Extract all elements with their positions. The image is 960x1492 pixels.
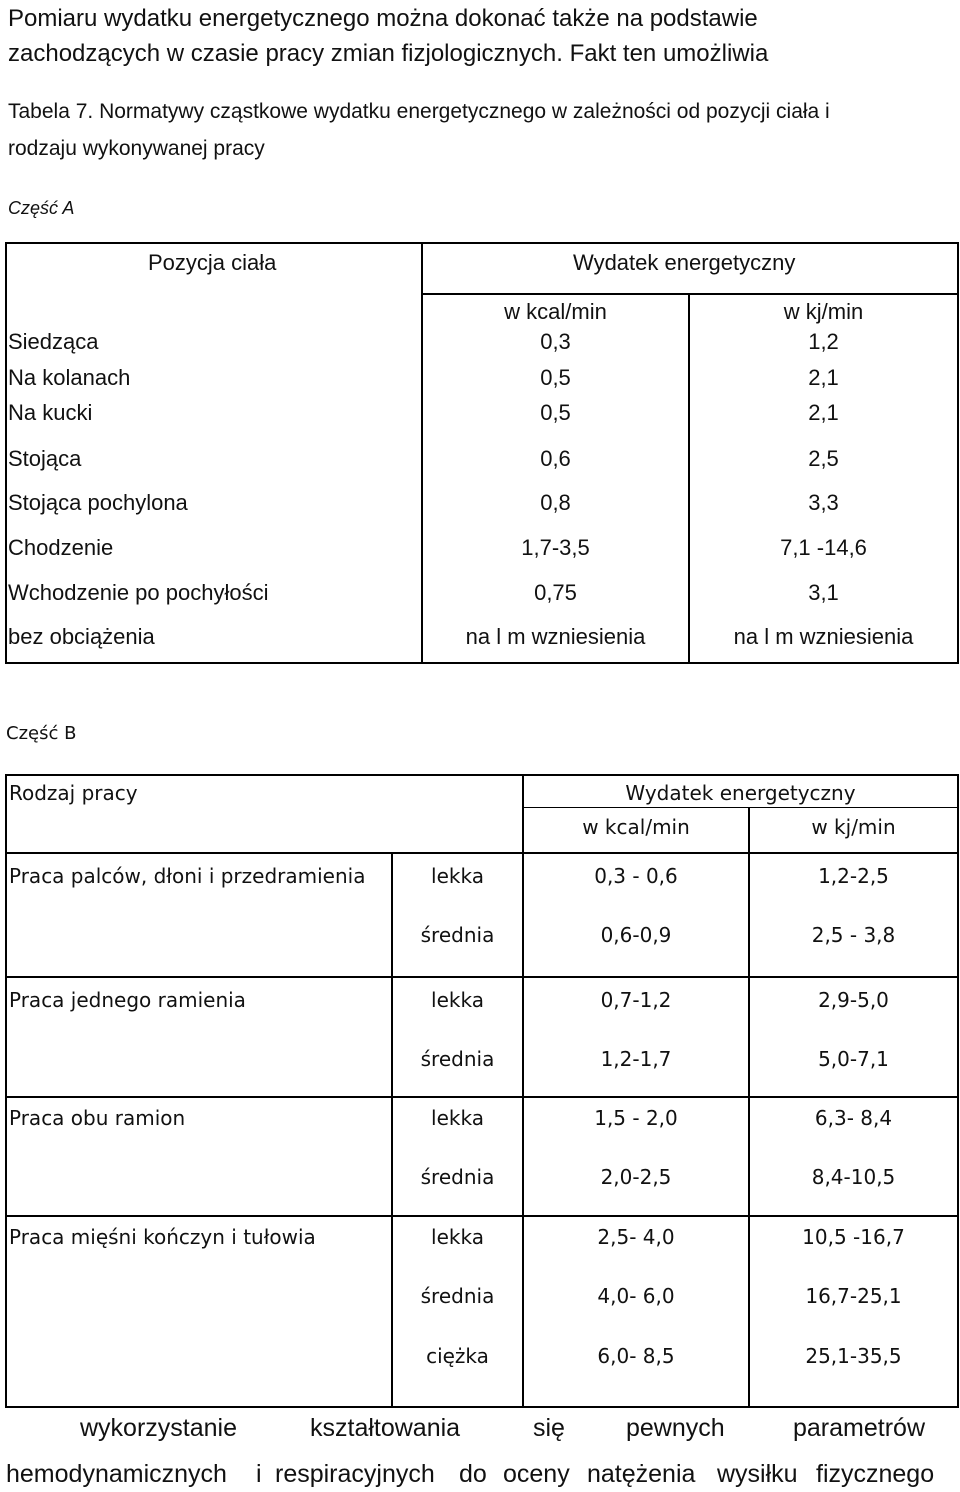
intro-line-2: zachodzących w czasie pracy zmian fizjologicznych. Fakt ten umożliwia — [8, 40, 769, 67]
part-a-label: Część A — [8, 198, 75, 218]
row-kcal: 0,5 — [540, 365, 571, 390]
row-kj: 2,1 — [808, 400, 839, 425]
table-caption-line-1: Tabela 7. Normatywy cząstkowe wydatku energetycznego w zależności od pozycji ciała i — [8, 100, 830, 123]
work-type: Praca mięśni kończyn i tułowia — [9, 1225, 316, 1249]
footer-word: respiracyjnych — [275, 1460, 435, 1488]
row-kcal: 0,5 — [540, 400, 571, 425]
footer-word: fizycznego — [816, 1460, 935, 1488]
header-unit-kcal: w kcal/min — [504, 299, 607, 324]
table-border — [5, 242, 959, 244]
header-expenditure: Wydatek energetyczny — [573, 250, 796, 275]
row-kj: 1,2-2,5 — [818, 864, 889, 888]
table-border — [5, 1096, 959, 1098]
work-type: Praca jednego ramienia — [9, 988, 246, 1012]
row-position: Na kucki — [8, 400, 93, 425]
table-border — [5, 1406, 959, 1408]
work-level: średnia — [420, 1047, 495, 1071]
table-border — [5, 774, 959, 776]
work-level: ciężka — [426, 1344, 489, 1368]
row-kcal: na l m wzniesienia — [465, 624, 646, 649]
footer-word: wykorzystanie — [80, 1414, 237, 1442]
work-type: Praca palców, dłoni i przedramienia — [9, 864, 366, 888]
row-kcal: 1,5 - 2,0 — [594, 1106, 678, 1130]
row-kj: 2,5 - 3,8 — [811, 923, 896, 947]
work-level: średnia — [420, 923, 495, 947]
header-unit-kcal: w kcal/min — [582, 815, 690, 839]
row-kj: na l m wzniesienia — [733, 624, 914, 649]
table-border — [522, 807, 959, 808]
row-kj: 2,9-5,0 — [818, 988, 889, 1012]
header-unit-kj: w kj/min — [811, 815, 896, 839]
row-position: Siedząca — [8, 329, 99, 354]
work-level: lekka — [431, 1106, 484, 1130]
footer-word: się — [533, 1414, 565, 1442]
footer-word: wysiłku — [717, 1460, 798, 1488]
footer-word: pewnych — [626, 1414, 725, 1442]
row-kcal: 0,3 - 0,6 — [594, 864, 678, 888]
row-kcal: 1,7-3,5 — [521, 535, 590, 560]
header-expenditure: Wydatek energetyczny — [625, 781, 856, 805]
header-position: Pozycja ciała — [148, 250, 277, 275]
row-kj: 10,5 -16,7 — [802, 1225, 905, 1249]
row-kj: 16,7-25,1 — [805, 1284, 902, 1308]
row-kj: 1,2 — [808, 329, 839, 354]
table-border — [957, 242, 959, 664]
row-kcal: 0,8 — [540, 490, 571, 515]
table-border — [5, 852, 959, 854]
footer-word: oceny — [503, 1460, 570, 1488]
table-border — [957, 774, 959, 1408]
table-border — [5, 976, 959, 978]
row-kcal: 1,2-1,7 — [600, 1047, 672, 1071]
footer-word: i — [256, 1460, 262, 1488]
row-kcal: 6,0- 8,5 — [597, 1344, 675, 1368]
row-kcal: 2,5- 4,0 — [597, 1225, 675, 1249]
table-caption-line-2: rodzaju wykonywanej pracy — [8, 137, 265, 160]
row-kj: 2,1 — [808, 365, 839, 390]
row-kj: 2,5 — [808, 446, 839, 471]
row-position: Stojąca pochylona — [8, 490, 188, 515]
row-kj: 8,4-10,5 — [811, 1165, 896, 1189]
row-kj: 25,1-35,5 — [805, 1344, 902, 1368]
footer-word: hemodynamicznych — [6, 1460, 227, 1488]
header-unit-kj: w kj/min — [783, 299, 864, 324]
row-position: Na kolanach — [8, 365, 131, 390]
work-level: lekka — [431, 864, 484, 888]
row-kcal: 0,3 — [540, 329, 571, 354]
row-kcal: 0,7-1,2 — [600, 988, 672, 1012]
header-work-type: Rodzaj pracy — [9, 781, 138, 805]
work-level: lekka — [431, 988, 484, 1012]
work-level: lekka — [431, 1225, 484, 1249]
row-kj: 6,3- 8,4 — [814, 1106, 893, 1130]
row-kcal: 0,75 — [534, 580, 577, 605]
row-position: Stojąca — [8, 446, 82, 471]
row-kj: 5,0-7,1 — [818, 1047, 889, 1071]
intro-line-1: Pomiaru wydatku energetycznego można dokonać także na podstawie — [8, 5, 758, 32]
table-border — [5, 662, 959, 664]
part-b-label: Część B — [6, 723, 77, 744]
row-kcal: 2,0-2,5 — [600, 1165, 672, 1189]
footer-word: parametrów — [793, 1414, 925, 1442]
footer-word: kształtowania — [310, 1414, 461, 1442]
row-kcal: 0,6-0,9 — [600, 923, 672, 947]
footer-word: do — [459, 1460, 487, 1488]
row-kj: 3,1 — [808, 580, 839, 605]
work-level: średnia — [420, 1165, 495, 1189]
row-position: Wchodzenie po pochyłości — [8, 580, 269, 605]
table-border — [421, 293, 959, 295]
table-border — [5, 774, 7, 1408]
row-kj: 7,1 -14,6 — [780, 535, 867, 560]
row-position: Chodzenie — [8, 535, 114, 560]
table-border — [5, 242, 7, 664]
footer-word: natężenia — [587, 1460, 696, 1488]
row-position: bez obciążenia — [8, 624, 155, 649]
row-kj: 3,3 — [808, 490, 839, 515]
row-kcal: 0,6 — [540, 446, 571, 471]
row-kcal: 4,0- 6,0 — [597, 1284, 675, 1308]
table-border — [5, 1215, 959, 1217]
work-type: Praca obu ramion — [9, 1106, 186, 1130]
work-level: średnia — [420, 1284, 495, 1308]
